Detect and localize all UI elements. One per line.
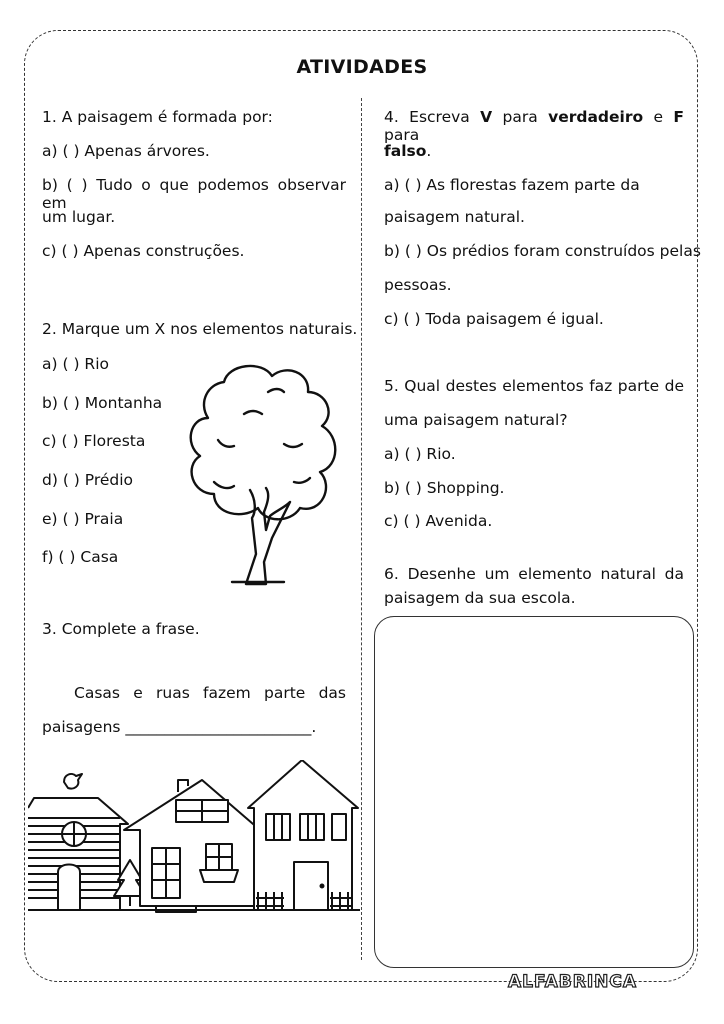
- tree-illustration: [184, 362, 348, 592]
- page-title: ATIVIDADES: [296, 56, 428, 78]
- q4-option-a[interactable]: a) ( ) As florestas fazem parte da: [384, 176, 640, 194]
- drawing-area[interactable]: [374, 616, 694, 968]
- q1-option-b-continued: um lugar.: [42, 208, 116, 226]
- q5-option-c[interactable]: c) ( ) Avenida.: [384, 512, 493, 530]
- q4-question-line1: 4. Escreva V para verdadeiro e F para: [384, 108, 685, 144]
- q4-question-line2: falso.: [384, 142, 432, 160]
- q2-option-b[interactable]: b) ( ) Montanha: [42, 394, 163, 412]
- q4-option-b-continued: pessoas.: [384, 276, 452, 294]
- q2-option-d[interactable]: d) ( ) Prédio: [42, 471, 134, 489]
- q2-option-a[interactable]: a) ( ) Rio: [42, 355, 109, 373]
- houses-illustration: [28, 760, 360, 916]
- q1-option-b[interactable]: b) ( ) Tudo o que podemos observar em: [42, 176, 346, 212]
- q2-question: 2. Marque um X nos elementos naturais.: [42, 320, 358, 338]
- q2-option-c[interactable]: c) ( ) Floresta: [42, 432, 146, 450]
- q5-option-b[interactable]: b) ( ) Shopping.: [384, 479, 505, 497]
- q5-question-line1: 5. Qual destes elementos faz parte de: [384, 377, 684, 395]
- q3-sentence-line2[interactable]: paisagens ________________________.: [42, 718, 317, 736]
- q6-question-line2: paisagem da sua escola.: [384, 589, 576, 607]
- q1-option-c[interactable]: c) ( ) Apenas construções.: [42, 242, 245, 260]
- q2-option-f[interactable]: f) ( ) Casa: [42, 548, 119, 566]
- q1-option-a[interactable]: a) ( ) Apenas árvores.: [42, 142, 210, 160]
- q4-option-a-continued: paisagem natural.: [384, 208, 525, 226]
- q1-question: 1. A paisagem é formada por:: [42, 108, 273, 126]
- brand-logo: ALFABRINCA: [508, 972, 638, 992]
- q4-option-b[interactable]: b) ( ) Os prédios foram construídos pelas: [384, 242, 701, 260]
- q4-option-c[interactable]: c) ( ) Toda paisagem é igual.: [384, 310, 604, 328]
- q6-question-line1: 6. Desenhe um elemento natural da: [384, 565, 684, 583]
- q3-sentence-line1: Casas e ruas fazem parte das: [74, 684, 346, 702]
- q3-question: 3. Complete a frase.: [42, 620, 200, 638]
- column-divider: [361, 98, 362, 960]
- q5-question-line2: uma paisagem natural?: [384, 411, 568, 429]
- q5-option-a[interactable]: a) ( ) Rio.: [384, 445, 456, 463]
- q2-option-e[interactable]: e) ( ) Praia: [42, 510, 124, 528]
